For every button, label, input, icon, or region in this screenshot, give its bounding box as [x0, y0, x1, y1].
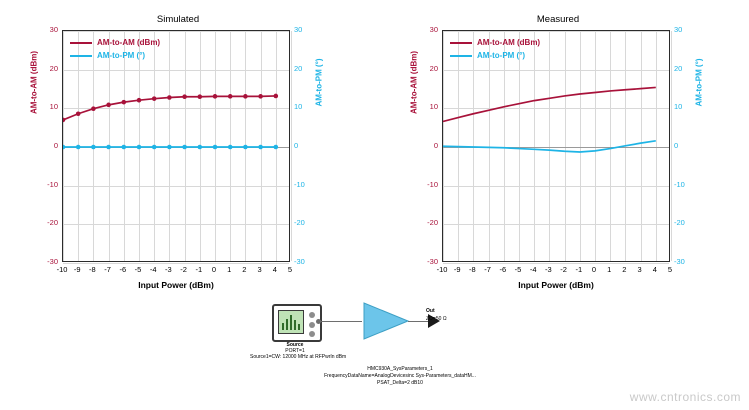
block-label-line2: FrequencyDataName=AnalogDevicesinc Sys-Parameters_dataHM... [324, 373, 476, 379]
y-tick-label-left: 20 [429, 63, 438, 73]
chart-title-measured: Measured [536, 14, 580, 25]
y-tick-label-left: 10 [49, 102, 58, 112]
series-marker [213, 94, 218, 99]
legend-item-am-to-am [70, 38, 160, 47]
x-axis-title-simulated: Input Power (dBm) [138, 280, 214, 290]
y-tick-label-left: -10 [427, 179, 438, 189]
legend-measured [450, 38, 540, 64]
y-tick-label-left: -20 [47, 218, 58, 228]
gridline-horizontal [443, 263, 669, 264]
legend-label-am-to-am: AM-to-AM (dBm) [97, 38, 161, 47]
x-tick-label: -4 [529, 265, 537, 274]
series-marker [243, 94, 248, 99]
x-tick-label: -9 [73, 265, 81, 274]
y-axis-left-title-measured: AM-to-AM (dBm) [409, 50, 419, 115]
series-marker [228, 94, 233, 99]
y-tick-label-right: 20 [294, 63, 303, 73]
plot-area-simulated [62, 30, 290, 262]
y-tick-label-right: -30 [674, 257, 685, 266]
x-tick-label: -5 [134, 265, 142, 274]
legend-label-am-to-pm: AM-to-PM (°) [97, 51, 146, 60]
legend-swatch-am-to-am [450, 42, 472, 44]
y-tick-label-left: -10 [47, 179, 58, 189]
x-tick-label: -5 [514, 265, 522, 274]
y-tick-label-left: 30 [429, 25, 438, 34]
legend-label-am-to-am: AM-to-AM (dBm) [477, 38, 541, 47]
x-tick-label: 4 [652, 265, 657, 274]
y-tick-label-right: -20 [674, 218, 685, 228]
x-tick-label: -6 [119, 265, 127, 274]
series-marker [137, 145, 142, 150]
series-line-am-to-pm [443, 141, 656, 152]
x-tick-label: 2 [622, 265, 627, 274]
y-tick-label-right: -30 [294, 257, 305, 266]
schematic-diagram [250, 300, 550, 405]
y-tick-label-left: 20 [49, 63, 58, 73]
x-tick-label: -1 [575, 265, 583, 274]
series-layer [443, 31, 671, 263]
series-marker [122, 145, 127, 150]
x-tick-label: 3 [257, 265, 262, 274]
wire-source-to-amp [318, 321, 362, 322]
out-caption-impedance: ZO=50 Ω [426, 316, 447, 322]
instrument-screen [278, 310, 304, 334]
y-tick-label-left: 0 [433, 141, 438, 150]
x-tick-label: -7 [104, 265, 111, 274]
y-tick-label-right: -10 [674, 179, 685, 189]
chart-panel-measured [388, 8, 728, 298]
y-tick-label-right: -10 [294, 179, 305, 189]
series-marker [258, 145, 263, 150]
y-tick-label-right: 10 [674, 102, 683, 112]
series-marker [76, 111, 81, 116]
source-caption-cw: Source1=CW: 12000 MHz at RFPwrIn dBm [250, 354, 347, 360]
x-tick-label: 5 [667, 265, 673, 274]
legend-item-am-to-am [450, 38, 540, 47]
x-tick-label: 4 [272, 265, 277, 274]
series-layer [63, 31, 291, 263]
series-marker [182, 94, 187, 99]
source-caption-port: PORT=1 [285, 348, 305, 354]
x-tick-label: -3 [165, 265, 172, 274]
series-marker [243, 145, 248, 150]
block-label-line3: PSAT_Delta=2 dB10 [377, 380, 423, 386]
series-marker [213, 145, 218, 150]
series-marker [122, 100, 127, 105]
y-axis-right-title-measured: AM-to-PM (°) [694, 58, 704, 107]
x-tick-label: -2 [560, 265, 567, 274]
legend-label-am-to-pm: AM-to-PM (°) [477, 51, 526, 60]
x-tick-label: -3 [545, 265, 552, 274]
legend-item-am-to-pm [450, 51, 540, 60]
x-tick-label: -4 [149, 265, 157, 274]
y-axis-right-title-simulated: AM-to-PM (°) [314, 58, 324, 107]
block-label-line1: HMC930A_SysParameters_1 [367, 366, 433, 372]
y-tick-label-right: -20 [294, 218, 305, 228]
series-marker [167, 95, 172, 100]
x-tick-label: -2 [180, 265, 187, 274]
y-tick-label-left: -30 [47, 257, 58, 266]
x-tick-label: 3 [637, 265, 642, 274]
series-marker [63, 145, 65, 150]
y-tick-label-left: 10 [429, 102, 438, 112]
y-tick-label-right: 0 [294, 141, 299, 150]
source-caption-title: Source [286, 342, 304, 348]
x-tick-label: -8 [469, 265, 476, 274]
series-marker [106, 103, 111, 108]
y-tick-label-left: -20 [427, 218, 438, 228]
series-marker [152, 96, 157, 101]
series-marker [167, 145, 172, 150]
series-marker [198, 145, 203, 150]
series-marker [182, 145, 187, 150]
series-marker [106, 145, 111, 150]
x-tick-label: 0 [211, 265, 217, 274]
y-tick-label-left: 0 [53, 141, 58, 150]
legend-swatch-am-to-am [70, 42, 92, 44]
series-marker [274, 94, 279, 99]
y-axis-left-title-simulated: AM-to-AM (dBm) [29, 50, 39, 115]
knob-icon [309, 331, 315, 337]
series-marker [228, 145, 233, 150]
series-marker [274, 145, 279, 150]
watermark: www.cntronics.com [629, 390, 741, 404]
x-tick-label: -6 [499, 265, 507, 274]
x-tick-label: 5 [287, 265, 293, 274]
x-tick-label: -7 [484, 265, 491, 274]
x-tick-label: -9 [453, 265, 461, 274]
series-marker [76, 145, 81, 150]
series-marker [152, 145, 157, 150]
series-marker [258, 94, 263, 99]
series-marker [198, 94, 203, 99]
x-tick-label: -10 [56, 265, 68, 274]
legend-simulated [70, 38, 160, 64]
knob-icon [309, 312, 315, 318]
waveform-icon [279, 311, 303, 333]
y-tick-label-right: 0 [674, 141, 679, 150]
gridline-vertical [671, 31, 672, 261]
y-tick-label-right: 10 [294, 102, 303, 112]
series-marker [91, 145, 96, 150]
chart-title-simulated: Simulated [156, 14, 200, 25]
chart-panel-simulated [8, 8, 348, 298]
out-caption-title: Out [426, 308, 435, 314]
knob-icon [309, 322, 315, 328]
gridline-vertical [291, 31, 292, 261]
y-tick-label-left: -30 [427, 257, 438, 266]
legend-swatch-am-to-pm [450, 55, 472, 57]
y-tick-label-left: 30 [49, 25, 58, 34]
y-tick-label-right: 30 [674, 25, 683, 34]
x-tick-label: 2 [242, 265, 247, 274]
x-axis-title-measured: Input Power (dBm) [518, 280, 594, 290]
series-marker [91, 106, 96, 111]
x-tick-label: -1 [195, 265, 203, 274]
x-tick-label: 1 [227, 265, 232, 274]
x-tick-label: -10 [436, 265, 448, 274]
legend-swatch-am-to-pm [70, 55, 92, 57]
series-marker [137, 98, 142, 103]
x-tick-label: -8 [89, 265, 96, 274]
legend-item-am-to-pm [70, 51, 160, 60]
gridline-horizontal [63, 263, 289, 264]
series-line-am-to-am [443, 87, 656, 121]
y-tick-label-right: 30 [294, 25, 303, 34]
plot-area-measured [442, 30, 670, 262]
port-dot [316, 319, 321, 324]
x-tick-label: 0 [591, 265, 597, 274]
y-tick-label-right: 20 [674, 63, 683, 73]
signal-generator-icon [272, 304, 322, 342]
x-tick-label: 1 [607, 265, 612, 274]
